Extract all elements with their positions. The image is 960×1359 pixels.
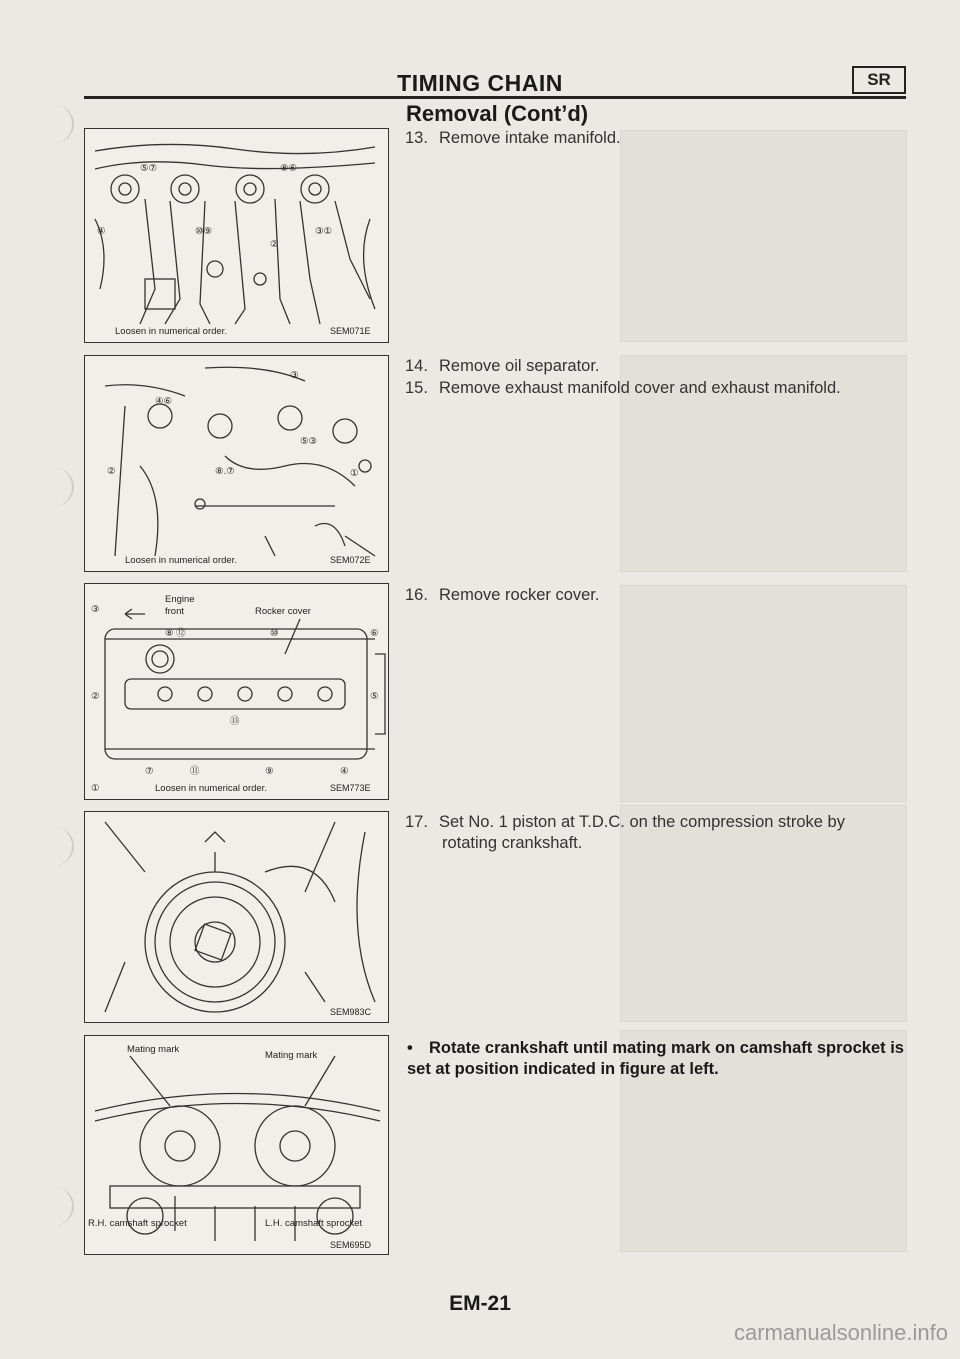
- header-rule: [84, 96, 906, 99]
- figure-code: SEM695D: [330, 1240, 372, 1250]
- step-17: [405, 812, 845, 854]
- figure-code: SEM773E: [330, 783, 371, 793]
- figure-caption: Loosen in numerical order.: [155, 783, 267, 794]
- svg-text:⑤: ⑤: [370, 691, 379, 702]
- rocker-cover-drawing: [85, 584, 388, 799]
- svg-text:⑤⑦: ⑤⑦: [140, 163, 158, 174]
- svg-text:⑧.⑦: ⑧.⑦: [215, 466, 235, 477]
- svg-text:④: ④: [340, 766, 349, 777]
- label-mating-mark-right: Mating mark: [265, 1050, 318, 1061]
- step-13: [405, 128, 621, 149]
- svg-text:③: ③: [290, 370, 299, 381]
- step-16: [405, 585, 599, 606]
- svg-text:③: ③: [91, 604, 100, 615]
- watermark-text: carmanualsonline.info: [733, 1320, 948, 1345]
- bullet-icon: •: [407, 1039, 413, 1057]
- figure-code: SEM071E: [330, 326, 371, 336]
- section-title: Removal (Cont’d): [406, 101, 589, 126]
- svg-text:⑬: ⑬: [230, 716, 240, 727]
- label-rocker-cover: Rocker cover: [255, 606, 311, 617]
- svg-text:⑧ ⑫: ⑧ ⑫: [165, 628, 186, 639]
- step-text: Remove oil separator.: [439, 357, 600, 375]
- svg-text:⑩: ⑩: [270, 628, 279, 639]
- svg-text:①: ①: [350, 468, 359, 479]
- figure-intake-manifold: [84, 128, 389, 343]
- exhaust-manifold-drawing: [85, 356, 388, 571]
- step-number: 13.: [405, 129, 428, 147]
- punch-hole: [32, 1186, 74, 1226]
- step-number: 16.: [405, 586, 428, 604]
- step-text: Remove intake manifold.: [439, 129, 621, 147]
- step-text: Remove exhaust manifold cover and exhaust manifold.: [439, 379, 841, 397]
- figure-caption: Loosen in numerical order.: [115, 326, 227, 337]
- bleed-through-image: [620, 585, 907, 802]
- figure-crankshaft-pulley: [84, 811, 389, 1023]
- svg-text:⑤③: ⑤③: [300, 436, 318, 447]
- step-number: 14.: [405, 357, 428, 375]
- figure-caption: Loosen in numerical order.: [125, 555, 237, 566]
- bleed-through-image: [620, 130, 907, 342]
- svg-text:②: ②: [91, 691, 100, 702]
- figure-code: SEM072E: [330, 555, 371, 565]
- svg-text:③①: ③①: [315, 226, 333, 237]
- camshaft-sprockets-drawing: [85, 1036, 388, 1254]
- crankshaft-pulley-drawing: [85, 812, 388, 1022]
- step-number: 15.: [405, 379, 428, 397]
- step-text-continued: rotating crankshaft.: [442, 834, 583, 852]
- svg-text:⑪: ⑪: [190, 766, 200, 777]
- page-header-title: TIMING CHAIN: [397, 70, 563, 96]
- label-mating-mark-left: Mating mark: [127, 1044, 180, 1055]
- svg-text:⑦: ⑦: [145, 766, 154, 777]
- figure-code: SEM983C: [330, 1007, 372, 1017]
- intake-manifold-drawing: [85, 129, 388, 342]
- svg-text:⑩⑨: ⑩⑨: [195, 226, 213, 237]
- label-rh-camshaft-sprocket: R.H. camshaft sprocket: [88, 1218, 187, 1229]
- svg-text:⑨: ⑨: [265, 766, 274, 777]
- bullet-text: Rotate crankshaft until mating mark on camshaft sprocket is set at position indicated in figure at left.: [407, 1039, 904, 1078]
- svg-text:②: ②: [107, 466, 116, 477]
- engine-code-badge: SR: [852, 66, 906, 94]
- svg-text:⑧⑥: ⑧⑥: [280, 163, 298, 174]
- svg-text:④⑥: ④⑥: [155, 396, 173, 407]
- label-lh-camshaft-sprocket: L.H. camshaft sprocket: [265, 1218, 363, 1229]
- figure-camshaft-sprockets: [84, 1035, 389, 1255]
- page-number: EM-21: [449, 1292, 511, 1315]
- svg-text:②: ②: [270, 239, 279, 250]
- step-number: 17.: [405, 813, 428, 831]
- punch-hole: [32, 826, 74, 866]
- step-text: Remove rocker cover.: [439, 586, 600, 604]
- bullet-instruction: [407, 1038, 907, 1080]
- label-engine: Engine: [165, 594, 195, 605]
- svg-text:①: ①: [91, 783, 100, 794]
- figure-exhaust-manifold: [84, 355, 389, 572]
- svg-text:④: ④: [97, 226, 106, 237]
- step-text: Set No. 1 piston at T.D.C. on the compression stroke by: [439, 813, 845, 831]
- svg-text:⑥: ⑥: [370, 628, 379, 639]
- step-15: [405, 378, 841, 399]
- figure-rocker-cover: [84, 583, 389, 800]
- step-14: [405, 356, 600, 377]
- punch-hole: [32, 467, 74, 507]
- punch-hole: [32, 104, 74, 144]
- label-front: front: [165, 606, 185, 617]
